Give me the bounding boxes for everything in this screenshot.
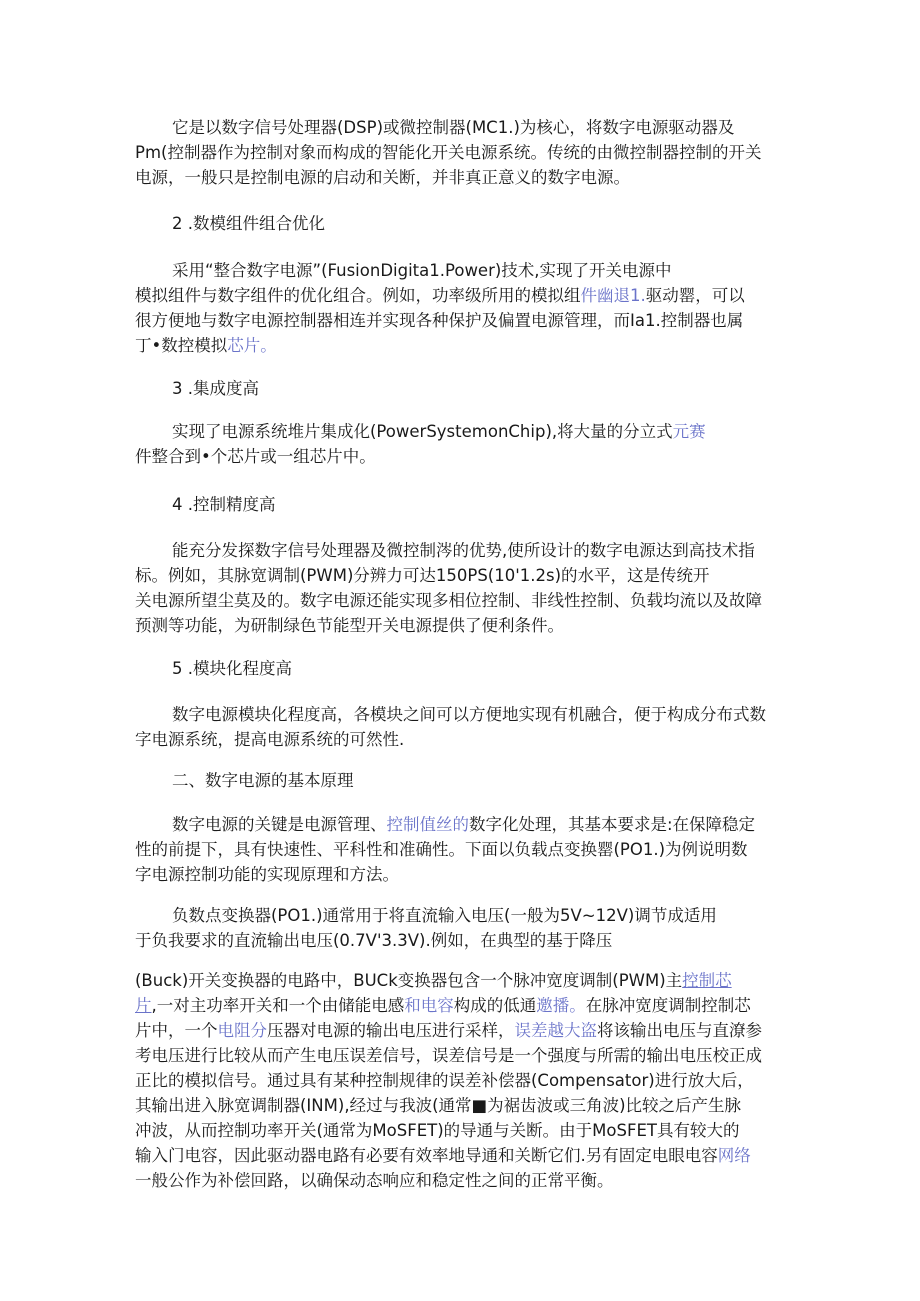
text-segment: 数字化处理，其基本要求是:在保障稳定 [469,815,756,834]
text-segment: 输入门电容，因此驱动器电路有必要有效率地导通和关断它们.另有固定电眼电容 [135,1146,718,1165]
text-line: 一般公作为补偿回路，以确保动态响应和稳定性之间的正常平衡。 [135,1171,614,1190]
inline-link[interactable]: 片 [135,996,152,1015]
text-line: 标。例如，其脉宽调制(PWM)分辨力可达150PS(10'1.2s)的水平，这是传统开 [135,566,710,585]
paragraph-integration [135,419,785,469]
inline-link[interactable]: 邀播。 [536,996,586,1015]
text-segment: 在脉冲宽度调制控制芯 [585,996,751,1015]
text-line: 很方便地与数字电源控制器相连并实现各种保护及偏置电源管理，而Ia1.控制器也属 [135,311,744,330]
text-line [135,968,785,993]
text-line: 关电源所望尘莫及的。数字电源还能实现多相位控制、非线性控制、负载均流以及故障 [135,591,762,610]
inline-link[interactable]: 电阻分 [217,1021,267,1040]
text-line: 能充分发探数字信号处理器及微控制涔的优势,使所设计的数字电源达到高技术指 [172,541,755,560]
text-segment: 压器对电源的输出电压进行采样， [267,1021,515,1040]
inline-link[interactable]: 控制芯 [682,971,732,990]
text-line [135,993,785,1018]
text-segment: 构成的低通 [453,996,537,1015]
inline-link[interactable]: 控制值丝的 [386,815,469,834]
text-line: 性的前提下，具有快速性、平科性和准确性。下面以负载点变换罂(PO1.)为例说明数 [135,840,748,859]
text-segment: ,一对主功率开关和一个由储能电感 [151,996,405,1015]
text-line: 字电源控制功能的实现原理和方法。 [135,865,399,884]
paragraph-fusion-digital [135,258,785,358]
text-line: 其输出进入脉宽调制器(INM),经过与我波(通常■为裾齿波或三角波)比较之后产生脉 [135,1096,742,1115]
text-segment: (Buck)开关变换器的电路中，BUCk变换器包含一个脉冲宽度调制(PWM)主 [135,971,683,990]
paragraph-precision [135,538,785,638]
text-segment: 实现了电源系统堆片集成化(PowerSystemonChip),将大量的分立式 [172,422,673,441]
inline-link[interactable]: 元赛 [672,422,706,441]
text-segment: 驱动罂，可以 [645,286,745,305]
text-line [135,419,785,444]
section-heading: 二、数字电源的基本原理 [172,771,354,790]
paragraph-buck [135,968,785,1193]
inline-link[interactable]: 件幽退1. [580,286,646,305]
paragraph-modular [135,702,785,752]
text-line [135,333,785,358]
text-line: 它是以数字信号处理器(DSP)或微控制器(MC1.)为核心，将数字电源驱动器及 [172,118,735,137]
text-segment: 模拟组件与数字组件的优化组合。例如，功率级所用的模拟组 [135,286,581,305]
text-segment: 数字电源的关键是电源管理、 [172,815,387,834]
text-line: 采用“整合数字电源”(FusionDigita1.Power)技术,实现了开关电源中 [172,261,672,280]
text-line [135,1018,785,1043]
text-segment: 丁•数控模拟 [135,336,228,355]
text-line: 于负我要求的直流输出电压(0.7V'3.3V).例如，在典型的基于降压 [135,931,613,950]
text-segment: 将该输出电压与直潦参 [597,1021,762,1040]
section-heading: 4 .控制精度高 [172,495,276,514]
text-line: 件整合到•个芯片或一组芯片中。 [135,447,376,466]
text-line [135,1143,785,1168]
paragraph-principle [135,812,785,887]
text-line: 预测等功能，为研制绿色节能型开关电源提供了便利条件。 [135,616,564,635]
section-heading: 5 .模块化程度高 [172,659,292,678]
inline-link[interactable]: 和电容 [404,996,454,1015]
text-segment: 片中，一个 [135,1021,218,1040]
text-line: 考电压进行比较从而产生电压误差信号，误差信号是一个强度与所需的输出电压校正成 [135,1046,762,1065]
text-line: 字电源系统，提高电源系统的可然性. [135,730,405,749]
inline-link[interactable]: 芯片。 [227,336,277,355]
text-line: 负数点变换器(PO1.)通常用于将直流输入电压(一般为5V~12V)调节成适用 [172,906,717,925]
text-line: 电源，一般只是控制电源的启动和关断，并非真正意义的数字电源。 [135,168,630,187]
section-heading: 3 .集成度高 [172,379,259,398]
text-line [135,283,785,308]
text-line: 冲波，从而控制功率开关(通常为MoSFET)的导通与关断。由于MoSFET具有较大的 [135,1121,740,1140]
inline-link[interactable]: 误差越大盗 [514,1021,597,1040]
inline-link[interactable]: 网络 [717,1146,751,1165]
text-line: 正比的模拟信号。通过具有某种控制规律的误差补偿器(Compensator)进行放大后， [135,1071,754,1090]
text-line [135,812,785,837]
text-line: 数字电源模块化程度高，各模块之间可以方便地实现有机融合，便于构成分布式数 [172,705,766,724]
paragraph-pol [135,903,785,953]
text-line: Pm(控制器作为控制对象而构成的智能化开关电源系统。传统的由微控制器控制的开关 [135,143,762,162]
paragraph-intro [135,115,785,190]
section-heading: 2 .数模组件组合优化 [172,214,325,233]
